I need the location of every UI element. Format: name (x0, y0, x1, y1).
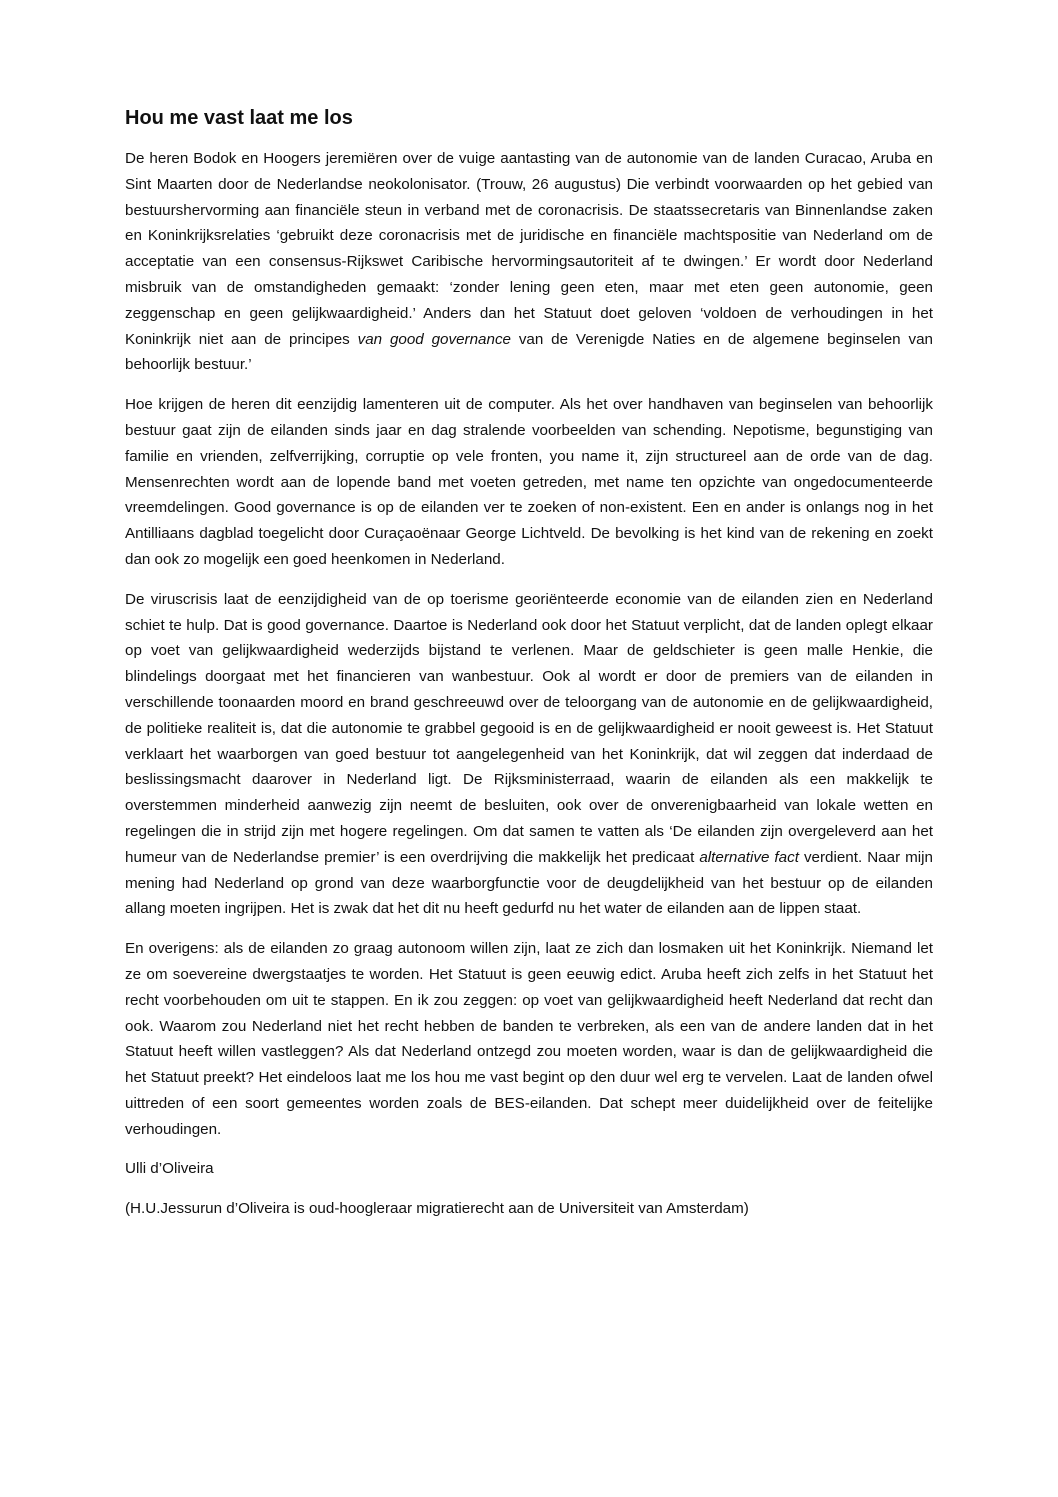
document-page (125, 100, 933, 1222)
author-note: (H.U.Jessurun d’Oliveira is oud-hoogleraar migratierecht aan de Universiteit van Amsterdam) (125, 1200, 749, 1218)
paragraph-3-text: De viruscrisis laat de eenzijdigheid van de op toerisme georiënteerde economie van de eilanden zien en Nederland schiet te hulp. Dat is good governance. Daartoe is Nederland ook door het Statuut verplicht, dat de landen oplegt elkaar op voet van gelijkwaardigheid wederzijds bijstand te verlenen. Maar de geldschieter is geen malle Henkie, die blindelings doorgaat met het financieren van wanbestuur. Ook al wordt er door de premiers van de eilanden in verschillende toonaarden moord en brand geschreeuwd over de teloorgang van de autonomie en de gelijkwaardigheid, de politieke realiteit is, dat die autonomie te grabbel gegooid is en de gelijkwaardigheid er nooit geweest is. Het Statuut verklaart het waarborgen van goed bestuur tot aangelegenheid van het Koninkrijk, dat wil zeggen dat inderdaad de beslissingsmacht daarover in Nederland ligt. De Rijksministerraad, waarin de eilanden als een makkelijk te overstemmen minderheid aanwezig zijn neemt de besluiten, ook over de onverenigbaarheid van lokale wetten en regelingen die in strijd zijn met hogere regelingen. Om dat samen te vatten als ‘De eilanden zijn overgeleverd aan het humeur van de Nederlandse premier’ is een overdrijving die makkelijk het predicaat (125, 590, 933, 866)
paragraph-1 (125, 146, 933, 378)
paragraph-1-emphasis: van good governance (357, 330, 511, 348)
paragraph-3 (125, 587, 933, 922)
paragraph-1-text: De heren Bodok en Hoogers jeremiëren over de vuige aantasting van de autonomie van de landen Curacao, Aruba en Sint Maarten door de Nederlandse neokolonisator. (Trouw, 26 augustus) Die verbindt voorwaarden op het gebied van bestuurshervorming aan financiële steun in verband met de coronacrisis. De staatssecretaris van Binnenlandse zaken en Koninkrijksrelaties ‘gebruikt deze coronacrisis met de juridische en financiële machtspositie van Nederland om de acceptatie van een consensus-Rijkswet Caribische hervormingsautoriteit af te dwingen.’ Er wordt door Nederland misbruik van de omstandigheden gemaakt: ‘zonder lening geen eten, maar met eten geen autonomie, geen zeggenschap en geen gelijkwaardigheid.’ Anders dan het Statuut doet geloven ‘voldoen de verhoudingen in het Koninkrijk niet aan de principes (125, 150, 933, 348)
paragraph-2: Hoe krijgen de heren dit eenzijdig lamenteren uit de computer. Als het over handhaven van beginselen van behoorlijk bestuur gaat zijn de eilanden sinds jaar en dag stralende voorbeelden van schending. Nepotisme, begunstiging van familie en vrienden, zelfverrijking, corruptie op vele fronten, you name it, zijn structureel aan de orde van de dag. Mensenrechten wordt aan de lopende band met voeten getreden, met name ten opzichte van ongedocumenteerde vreemdelingen. Good governance is op de eilanden ver te zoeken of non-existent. Een en ander is onlangs nog in het Antilliaans dagblad toegelicht door Curaçaoënaar George Lichtveld. De bevolking is het kind van de rekening en zoekt dan ook zo mogelijk een goed heenkomen in Nederland. (125, 396, 933, 568)
paragraph-1-text-end: van de Verenigde Naties en de algemene beginselen van behoorlijk bestuur.’ (125, 330, 933, 374)
paragraph-3-text-end: verdient. Naar mijn mening had Nederland op grond van deze waarborgfunctie voor de deugdelijkheid van het bestuur op de eilanden allang moeten ingrijpen. Het is zwak dat het dit nu heeft gedurfd nu het water de eilanden aan de lippen staat. (125, 848, 933, 918)
document-title: Hou me vast laat me los (125, 107, 353, 129)
author-signature: Ulli d’Oliveira (125, 1160, 214, 1178)
paragraph-3-emphasis: alternative fact (699, 848, 799, 866)
paragraph-4: En overigens: als de eilanden zo graag autonoom willen zijn, laat ze zich dan losmaken uit het Koninkrijk. Niemand let ze om soevereine dwergstaatjes te worden. Het Statuut is geen eeuwig edict. Aruba heeft zich zelfs in het Statuut het recht voorbehouden om uit te stappen. En ik zou zeggen: op voet van gelijkwaardigheid heeft Nederland dat recht dan ook. Waarom zou Nederland niet het recht hebben de banden te verbreken, als een van de andere landen dat in het Statuut heeft willen vastleggen? Als dat Nederland ontzegd zou moeten worden, waar is dan de gelijkwaardigheid die het Statuut preekt? Het eindeloos laat me los hou me vast begint op den duur wel erg te vervelen. Laat de landen ofwel uittreden of een soort gemeentes worden zoals de BES-eilanden. Dat schept meer duidelijkheid over de feitelijke verhoudingen. (125, 940, 933, 1138)
